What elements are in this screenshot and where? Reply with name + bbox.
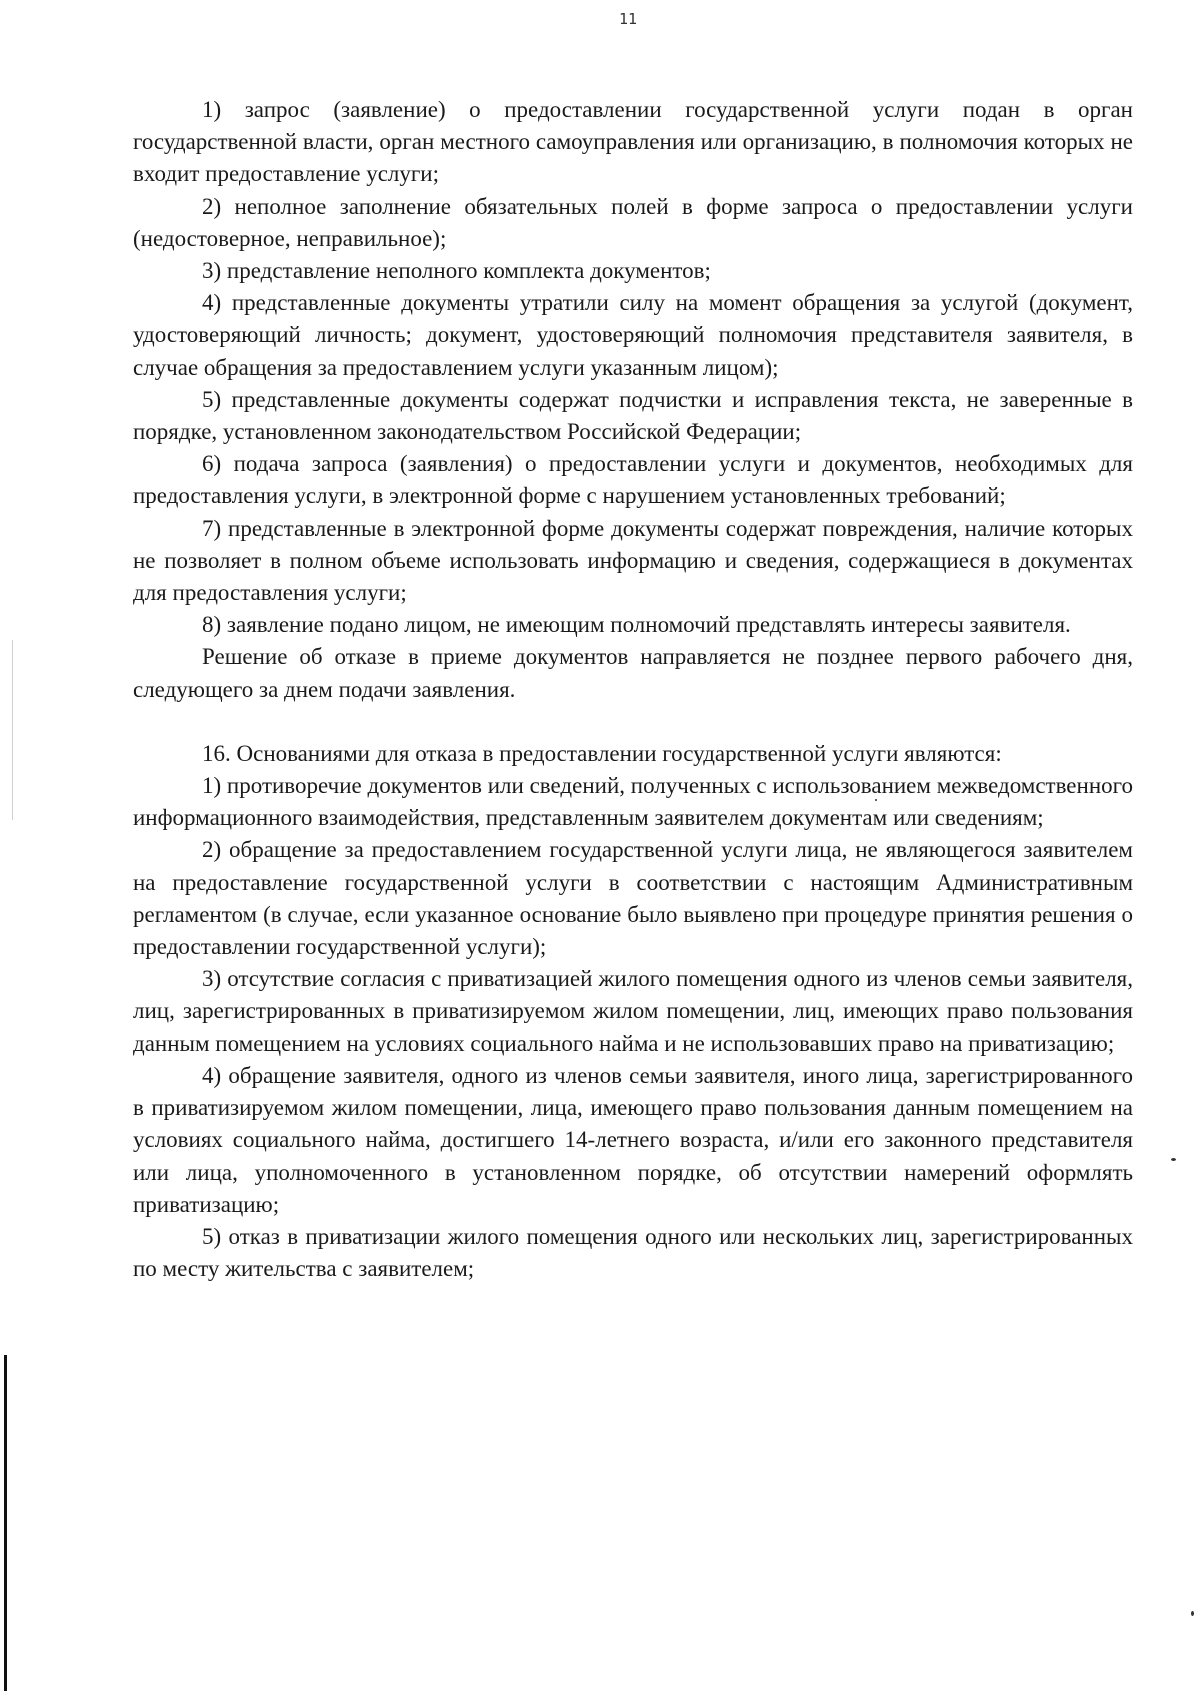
scan-speck (1171, 1158, 1176, 1161)
paragraph: 3) отсутствие согласия с приватизацией жилого помещения одного из членов семьи заявителя, лиц, зарегистрированных в приватизируемом жилом помещении, лиц, имеющих право пользования данным помещением на условиях социального найма и не использовавших право на приватизацию; (133, 966, 1133, 1056)
paragraph: 5) представленные документы содержат подчистки и исправления текста, не заверенные в порядке, установленном законодательством Российской Федерации; (133, 386, 1133, 445)
scan-speck (1191, 1611, 1194, 1616)
paragraph: 5) отказ в приватизации жилого помещения одного или нескольких лиц, зарегистрированных по месту жительства с заявителем; (133, 1223, 1133, 1282)
paragraph: 7) представленные в электронной форме документы содержат повреждения, наличие которых не позволяет в полном объеме использовать информацию и сведения, содержащиеся в документах для предоставления услуги; (133, 515, 1133, 606)
scan-faint-line (12, 640, 13, 820)
paragraph: 4) представленные документы утратили силу на момент обращения за услугой (документ, удостоверяющий личность; документ, удостоверяющий полномочия представителя заявителя, в случае обращения за предоставлением услуги указанным лицом); (133, 290, 1133, 380)
page-number: 11 (618, 10, 638, 28)
paragraph: 8) заявление подано лицом, не имеющим полномочий представлять интересы заявителя. (202, 612, 1071, 638)
paragraph: 1) запрос (заявление) о предоставлении государственной услуги подан в орган государственной власти, орган местного самоуправления или организацию, в полномочия которых не входит предоставление услуги; (133, 97, 1133, 187)
scan-margin-line (4, 1355, 7, 1691)
paragraph: 6) подача запроса (заявления) о предоставлении услуги и документов, необходимых для предоставления услуги, в электронной форме с нарушением установленных требований; (133, 451, 1133, 509)
paragraph: 3) представление неполного комплекта документов; (202, 258, 711, 284)
paragraph: 4) обращение заявителя, одного из членов семьи заявителя, иного лица, зарегистрированного в приватизируемом жилом помещении, лица, имеющего право пользования данным помещением на условиях социального найма, достигшего 14-летнего возраста, и/или его законного представителя или лица, уполномоченного в установленном порядке, об отсутствии намерений оформлять приватизацию; (133, 1062, 1133, 1217)
paragraph: 2) неполное заполнение обязательных полей в форме запроса о предоставлении услуги (недостоверное, неправильное); (133, 193, 1133, 251)
paragraph: 1) противоречие документов или сведений, полученных с использованием межведомственного информационного взаимодействия, представленным заявителем документам или сведениям; (133, 773, 1133, 831)
document-body (133, 94, 1133, 1285)
scan-speck (875, 799, 877, 801)
paragraph: 2) обращение за предоставлением государственной услуги лица, не являющегося заявителем на предоставление государственной услуги в соответствии с настоящим Административным регламентом (в случае, если указанное основание было выявлено при процедуре принятия решения о предоставлении государственной услуги); (133, 837, 1133, 960)
paragraph: Решение об отказе в приеме документов направляется не позднее первого рабочего дня, следующего за днем подачи заявления. (133, 644, 1133, 702)
section-heading-paragraph: 16. Основаниями для отказа в предоставлении государственной услуги являются: (202, 740, 1002, 766)
